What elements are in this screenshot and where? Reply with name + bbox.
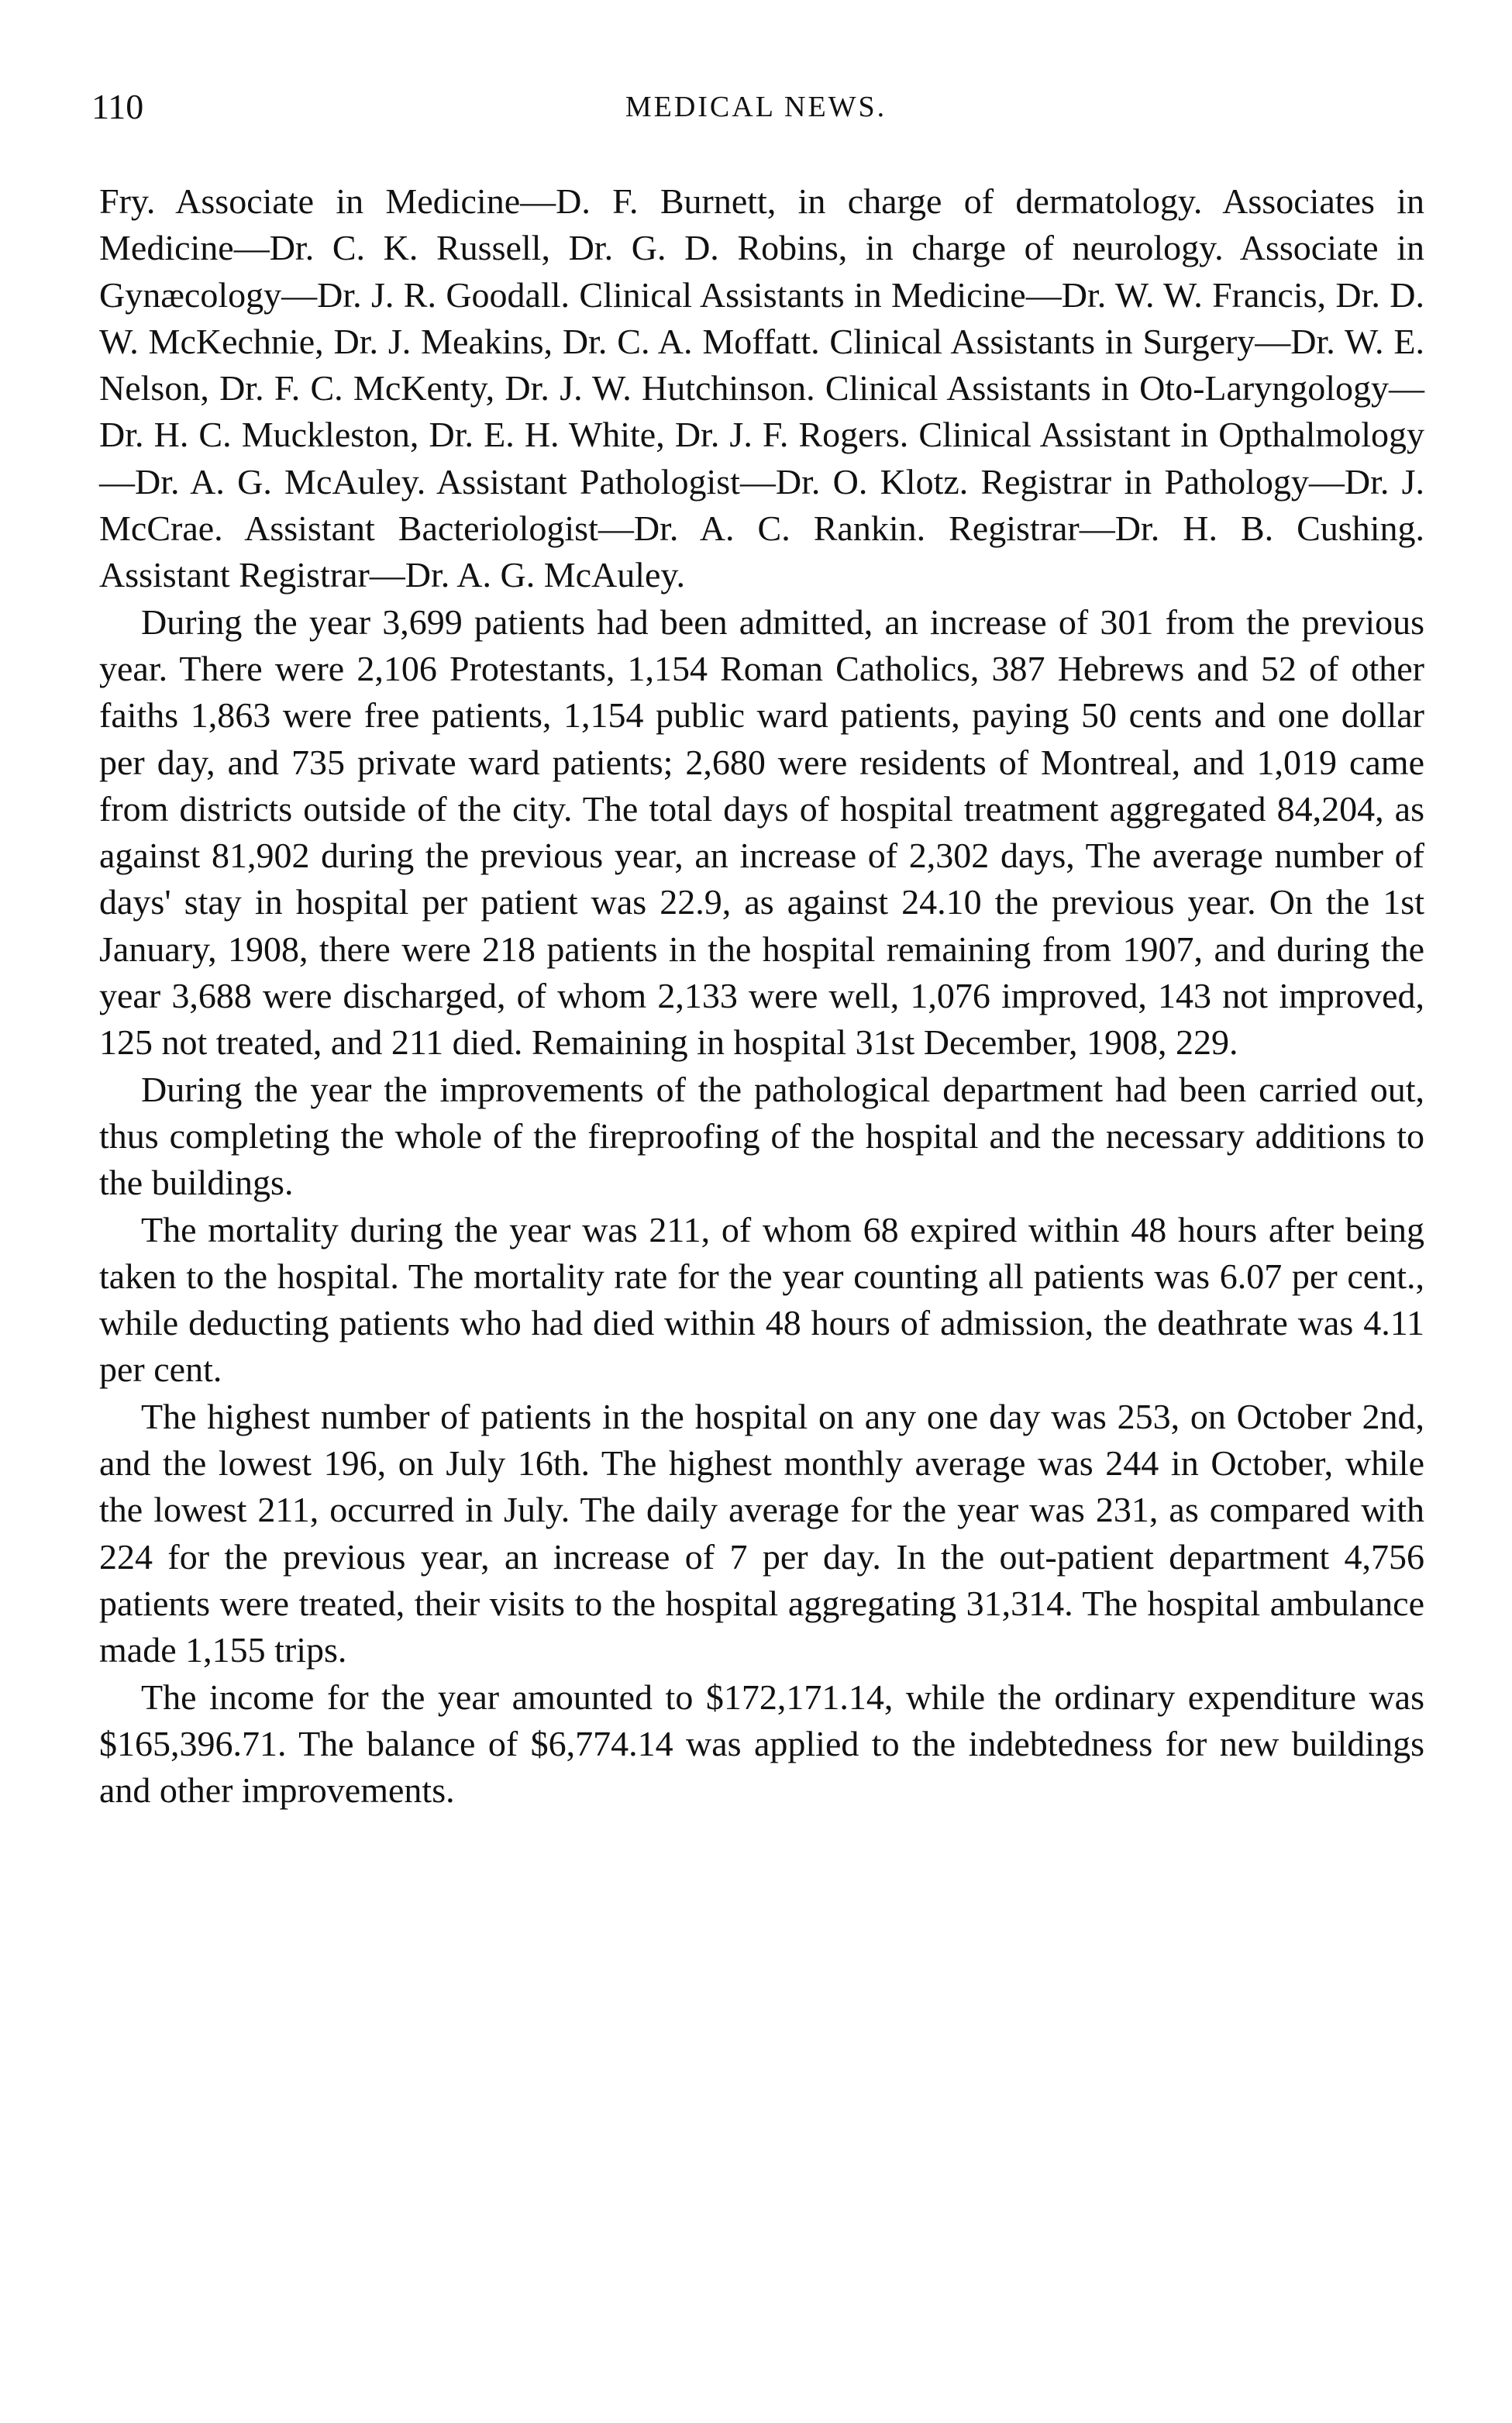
journal-title: MEDICAL NEWS. [625,91,887,123]
paragraph-mortality: The mortality during the year was 211, of whom 68 expired within 48 hours after being taken to the hospital. The mortality rate for the year counting all patients was 6.07 per cent., while deducting patients who had died within 48 hours of admission, the deathrate was 4.11 per cent. [99,1209,1424,1390]
paragraph-patient-numbers: The highest number of patients in the hospital on any one day was 253, on October 2nd, and the lowest 196, on July 16th. The highest monthly average was 244 in October, while the lowest 211, occurred in July. The daily average for the year was 231, as compared with 224 for the previous year, an increase of 7 per day. In the out-patient department 4,756 patients were treated, their visits to the hospital aggregating 31,314. The hospital ambulance made 1,155 trips. [99,1396,1424,1670]
paragraph-staff-appointments: Fry. Associate in Medicine—D. F. Burnett, in charge of dermatology. Associates in Medicine—Dr. C. K. Russell, Dr. G. D. Robins, in charge of neurology. Associate in Gynæcology—Dr. J. R. Goodall. Clinical Assistants in Medicine—Dr. W. W. Francis, Dr. D. W. McKechnie, Dr. J. Meakins, Dr. C. A. Moffatt. Clinical Assistants in Surgery—Dr. W. E. Nelson, Dr. F. C. McKenty, Dr. J. W. Hutchinson. Clinical Assistants in Oto-Laryngology—Dr. H. C. Muckleston, Dr. E. H. White, Dr. J. F. Rogers. Clinical Assistant in Opthalmology—Dr. A. G. McAuley. Assistant Pathologist—Dr. O. Klotz. Registrar in Pathology—Dr. J. McCrae. Assistant Bacteriologist—Dr. A. C. Rankin. Registrar—Dr. H. B. Cushing. Assistant Registrar—Dr. A. G. McAuley. [99,181,1424,595]
page-number: 110 [91,87,144,126]
running-head [91,84,1421,130]
paragraph-improvements: During the year the improvements of the pathological department had been carried out, thus completing the whole of the fireproofing of the hospital and the necessary additions to the buildings. [99,1069,1424,1203]
paragraph-income: The income for the year amounted to $172,171.14, while the ordinary expenditure was $165,396.71. The balance of $6,774.14 was applied to the indebtedness for new buildings and other improvements. [99,1677,1424,1811]
paragraph-admissions: During the year 3,699 patients had been admitted, an increase of 301 from the previous year. There were 2,106 Protestants, 1,154 Roman Catholics, 387 Hebrews and 52 of other faiths 1,863 were free patients, 1,154 public ward patients, paying 50 cents and one dollar per day, and 735 private ward patients; 2,680 were residents of Montreal, and 1,019 came from districts outside of the city. The total days of hospital treatment aggregated 84,204, as against 81,902 during the previous year, an increase of 2,302 days, The average number of days' stay in hospital per patient was 22.9, as against 24.10 the previous year. On the 1st January, 1908, there were 218 patients in the hospital remaining from 1907, and during the year 3,688 were discharged, of whom 2,133 were well, 1,076 improved, 143 not improved, 125 not treated, and 211 died. Remaining in hospital 31st December, 1908, 229. [99,601,1424,1063]
body-text [99,178,1424,1814]
